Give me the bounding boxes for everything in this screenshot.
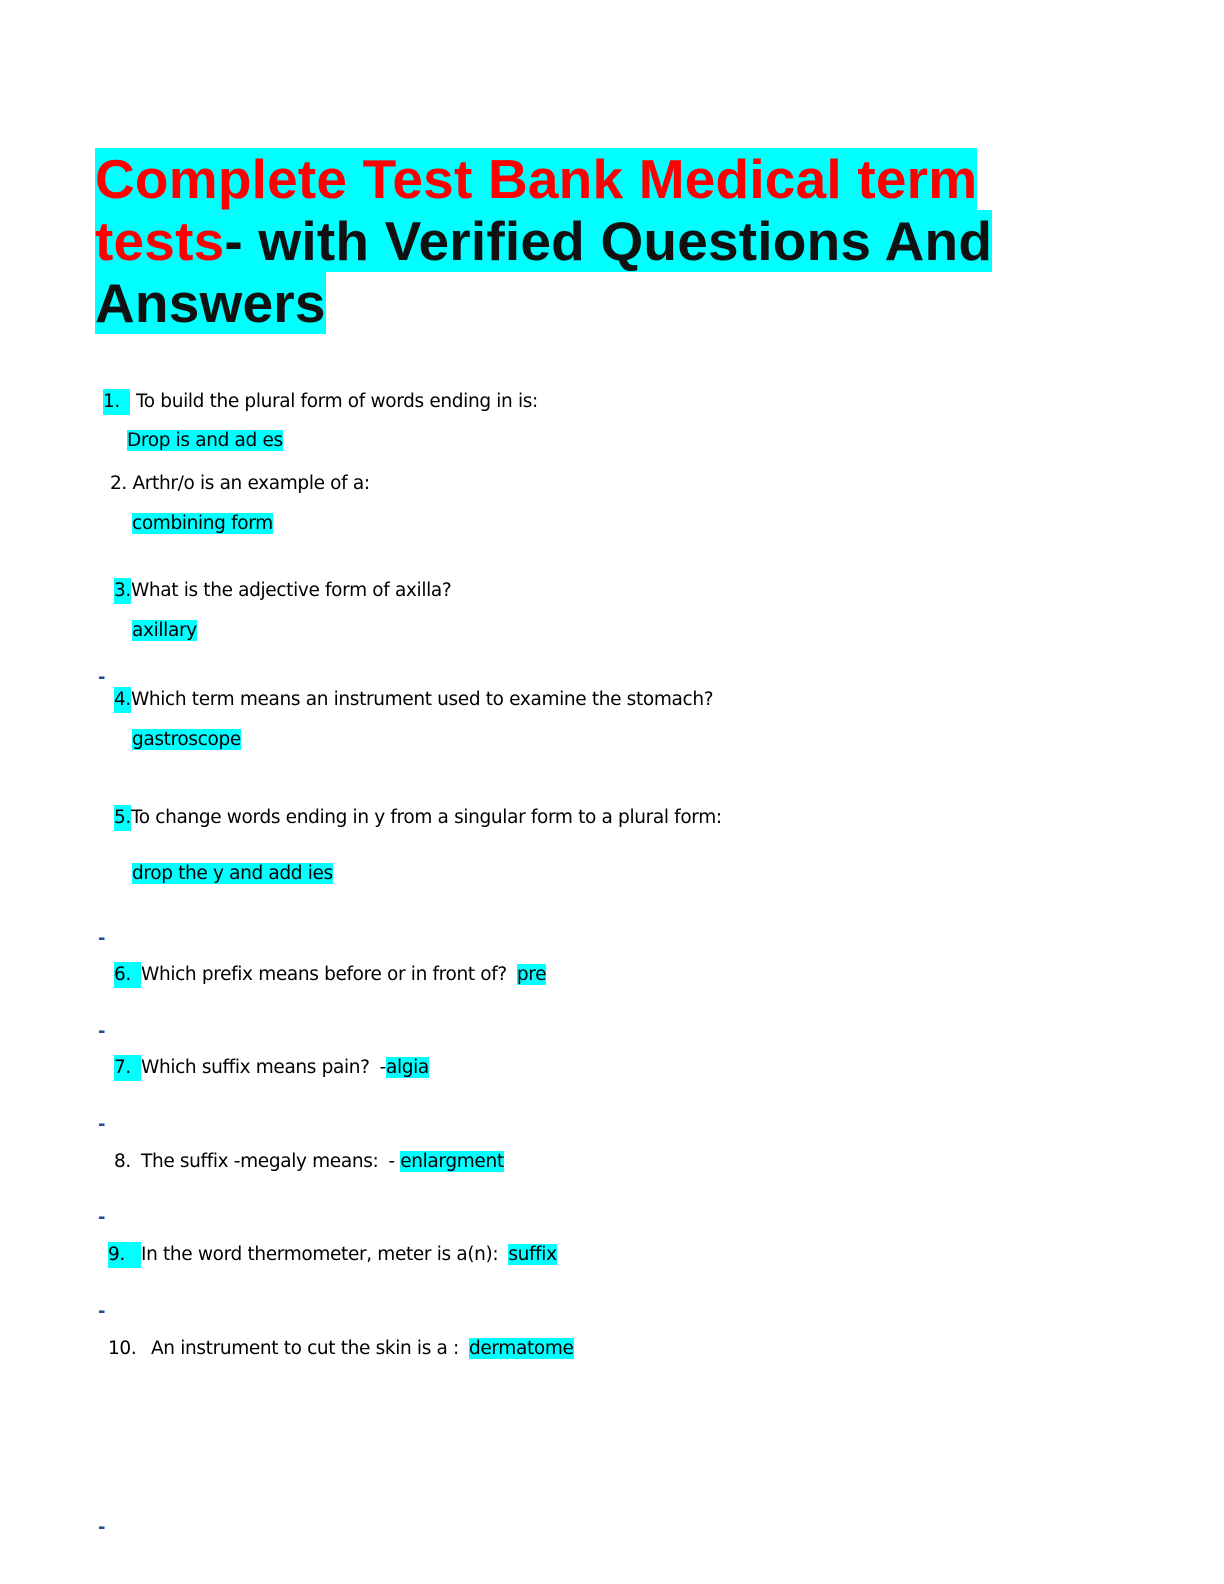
question-10-number: 10. [108, 1338, 137, 1359]
answer-2-text: combining form [132, 513, 273, 534]
question-8-text: The suffix -megaly means: [141, 1151, 379, 1172]
document-title [95, 148, 1095, 334]
question-9 [108, 1242, 557, 1268]
question-7-number: 7. [114, 1055, 141, 1081]
separator-dash: - [98, 1207, 106, 1228]
separator-dash: - [98, 1301, 106, 1322]
question-6-text: Which prefix means before or in front of? [141, 964, 507, 985]
question-4 [114, 687, 713, 713]
title-red-part-2: tests [95, 210, 225, 272]
question-7-text: Which suffix means pain? [141, 1057, 370, 1078]
answer-7-text: algia [385, 1057, 429, 1078]
title-red-part-1: Complete Test Bank Medical term [95, 148, 978, 210]
question-2 [110, 471, 370, 497]
answer-1 [127, 428, 283, 454]
answer-5 [132, 861, 333, 887]
question-1 [103, 389, 538, 415]
question-2-number: 2. [110, 473, 127, 494]
question-3-number: 3. [114, 578, 131, 604]
answer-1-text: Drop is and ad es [127, 430, 283, 451]
answer-8-prefix: - [388, 1151, 395, 1172]
question-10-text: An instrument to cut the skin is a : [151, 1338, 459, 1359]
question-3 [114, 578, 451, 604]
answer-7-prefix: - [379, 1057, 386, 1078]
separator-dash: - [98, 667, 106, 688]
question-2-text: Arthr/o is an example of a: [132, 473, 370, 494]
question-3-text: What is the adjective form of axilla? [130, 580, 452, 601]
title-line-1 [95, 148, 1095, 210]
question-7 [114, 1055, 429, 1081]
question-6-number: 6. [114, 962, 141, 988]
answer-4-text: gastroscope [132, 729, 241, 750]
question-1-text: To build the plural form of words ending in is: [136, 391, 538, 412]
question-5-text: To change words ending in y from a singular form to a plural form: [130, 807, 722, 828]
answer-10-text: dermatome [468, 1338, 574, 1359]
answer-5-text: drop the y and add ies [132, 863, 333, 884]
answer-3 [132, 618, 197, 644]
question-9-text: In the word thermometer, meter is a(n): [141, 1244, 499, 1265]
answer-2 [132, 511, 273, 537]
separator-dash: - [98, 1021, 106, 1042]
question-4-text: Which term means an instrument used to examine the stomach? [130, 689, 714, 710]
question-8-number: 8. [114, 1151, 131, 1172]
title-black-part-2: Answers [95, 272, 326, 334]
separator-dash: - [98, 1114, 106, 1135]
answer-4 [132, 727, 241, 753]
answer-3-text: axillary [132, 620, 197, 641]
question-4-number: 4. [114, 687, 131, 713]
question-1-number: 1. [103, 389, 130, 415]
question-9-number: 9. [108, 1242, 141, 1268]
question-8 [114, 1149, 504, 1175]
title-black-part-1: - with Verified Questions And [224, 210, 993, 272]
separator-dash: - [98, 928, 106, 949]
question-6 [114, 962, 546, 988]
answer-8-text: enlargment [400, 1151, 504, 1172]
separator-dash: - [98, 1517, 106, 1538]
question-5-number: 5. [114, 805, 131, 831]
question-10 [108, 1336, 574, 1362]
title-line-3 [95, 272, 1095, 334]
question-5 [114, 805, 722, 831]
title-line-2 [95, 210, 1095, 272]
answer-6-text: pre [516, 964, 547, 985]
answer-9-text: suffix [508, 1244, 557, 1265]
